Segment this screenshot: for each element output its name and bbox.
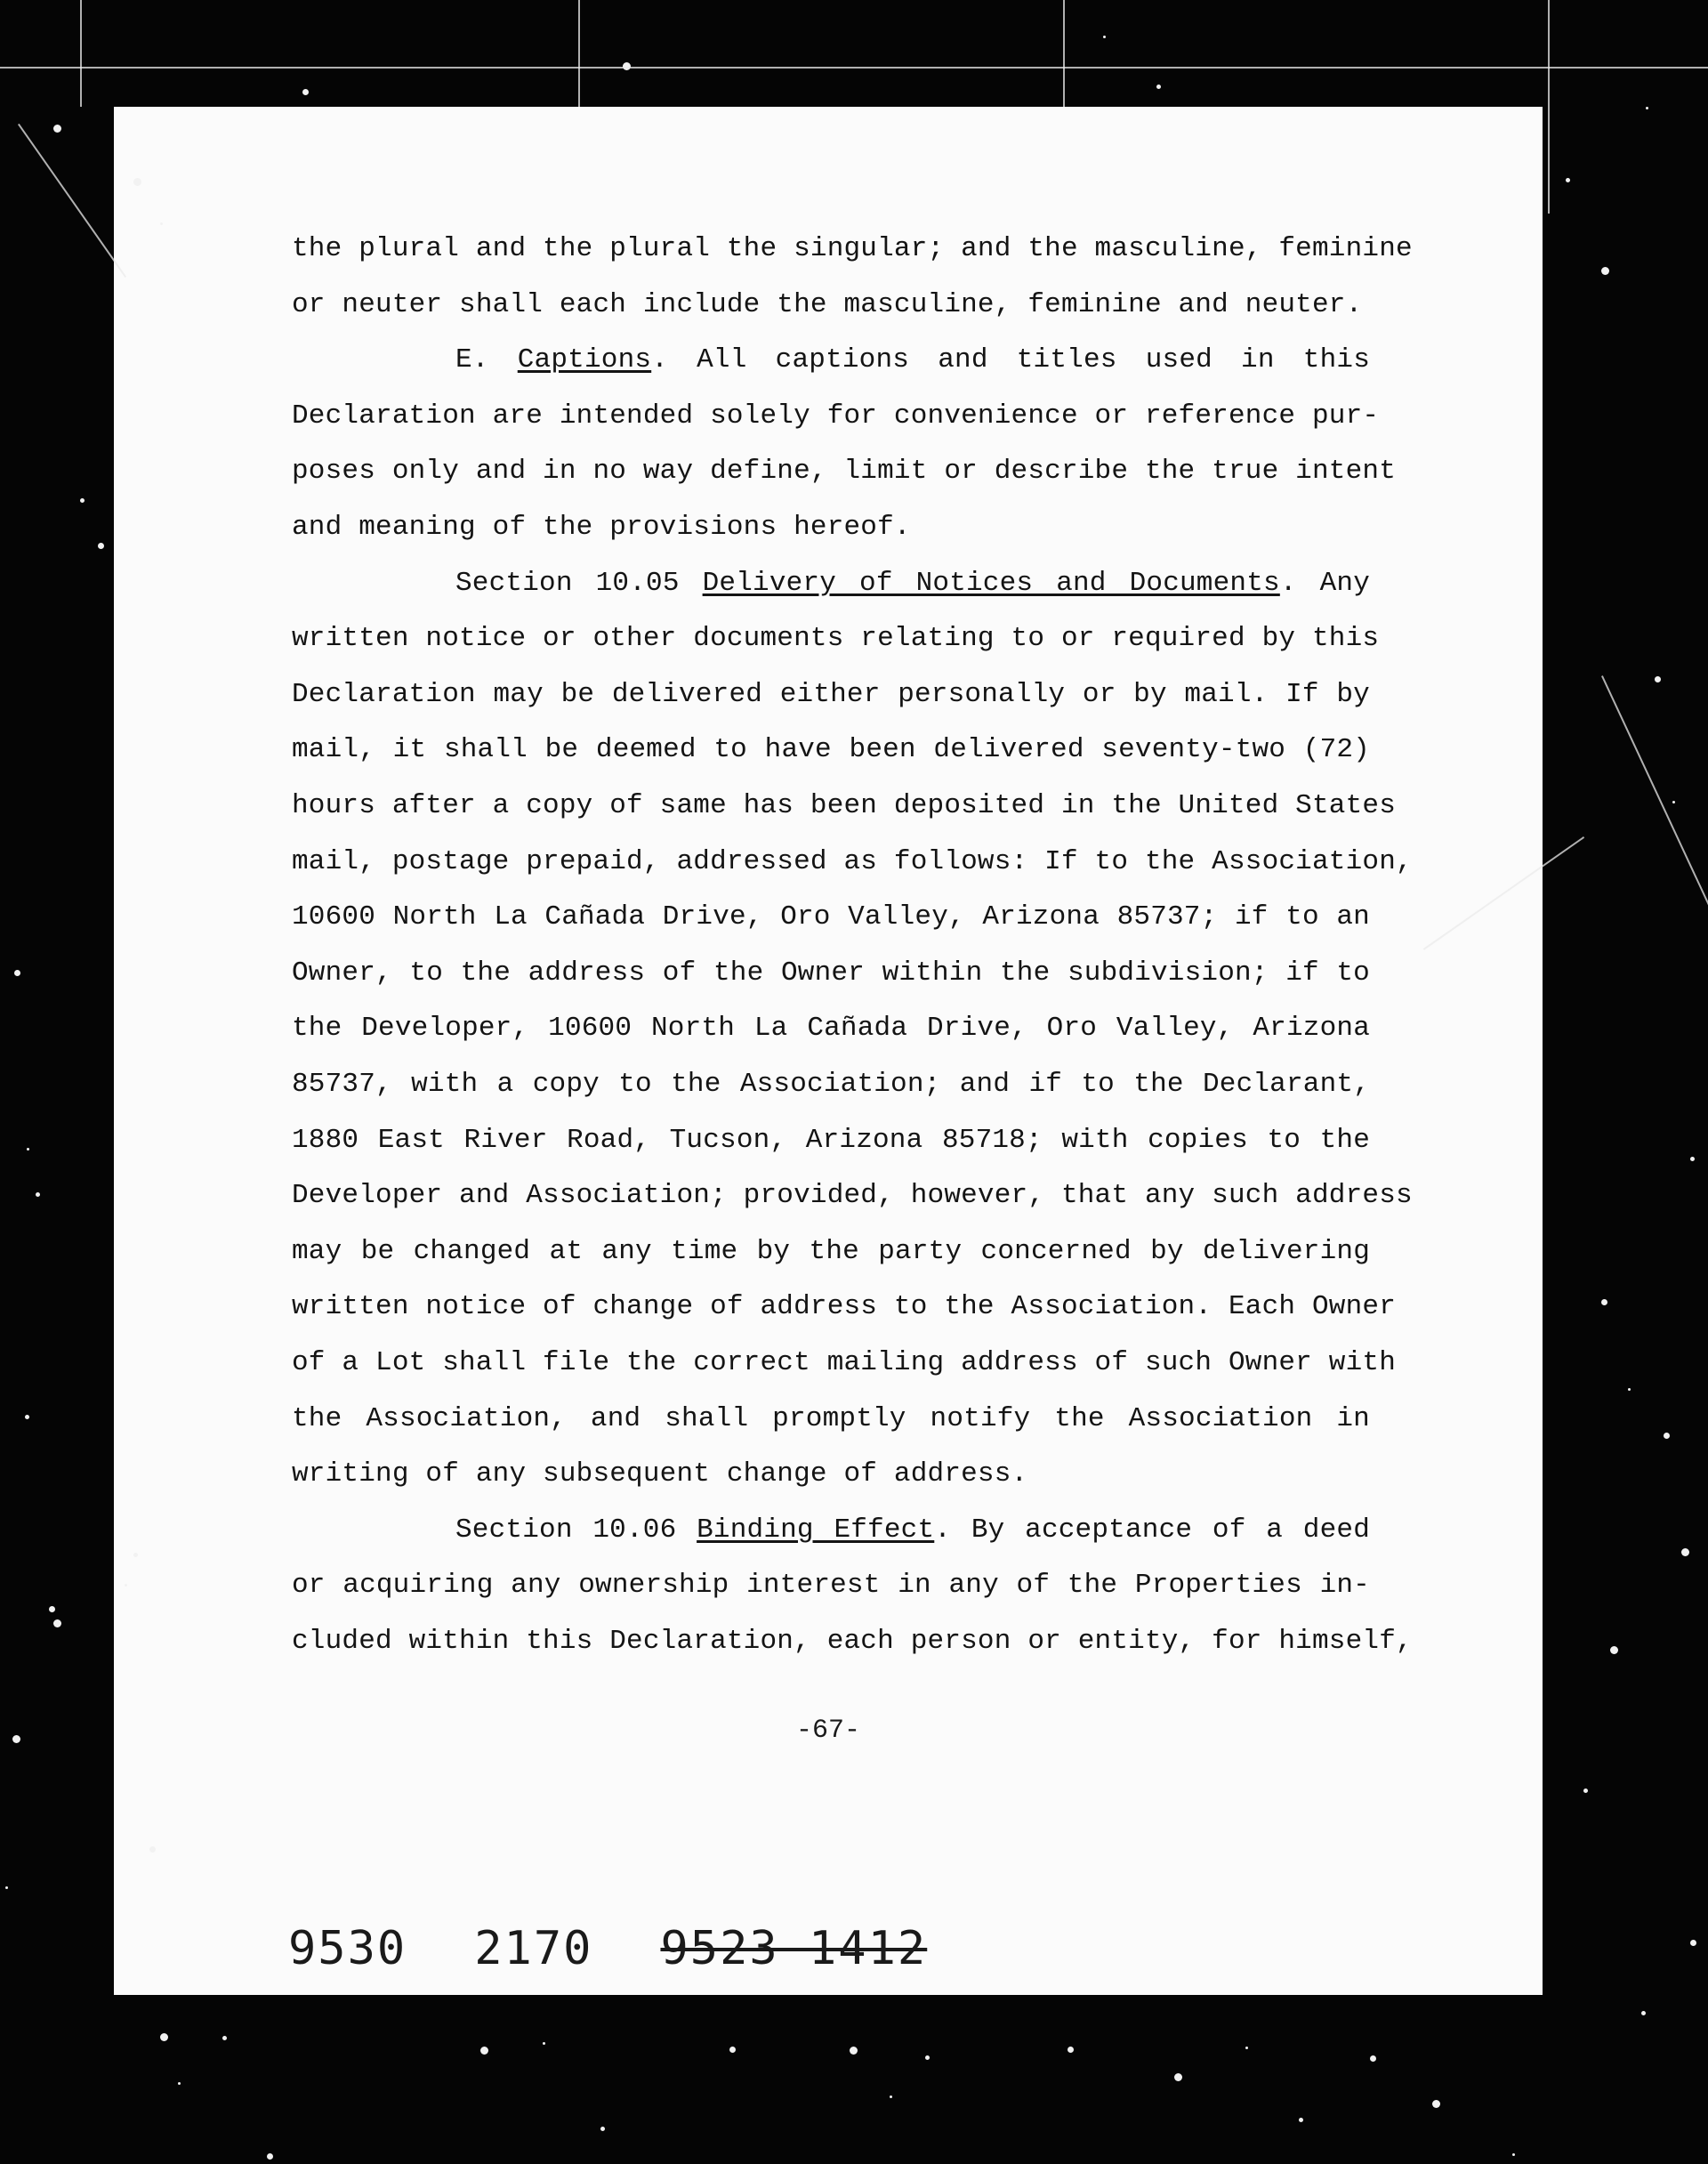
dust-speck <box>160 2033 168 2041</box>
dust-speck <box>160 222 163 225</box>
dust-speck <box>1174 2073 1182 2081</box>
dust-speck <box>1672 801 1675 803</box>
dust-speck <box>1690 1157 1695 1161</box>
dust-speck <box>1664 1433 1670 1439</box>
document-line: written notice or other documents relating to or required by this <box>292 623 1380 654</box>
document-line: writing of any subsequent change of address. <box>292 1458 1028 1490</box>
underlined-heading: Delivery of Notices and Documents <box>702 568 1280 599</box>
document-line: or acquiring any ownership interest in any of the Properties in- <box>292 1570 1370 1601</box>
dust-speck <box>1601 1299 1607 1305</box>
document-line: 1880 East River Road, Tucson, Arizona 85718; with copies to the <box>292 1125 1370 1156</box>
film-scratch <box>1063 0 1065 107</box>
dust-speck <box>1432 2100 1440 2108</box>
dust-speck <box>1655 676 1661 682</box>
dust-speck <box>1583 1789 1588 1793</box>
document-line: cluded within this Declaration, each person or entity, for himself, <box>292 1626 1413 1657</box>
dust-speck <box>125 1584 127 1587</box>
dust-speck <box>133 178 141 186</box>
dust-speck <box>178 2082 181 2085</box>
dust-speck <box>1512 2153 1515 2156</box>
document-line: poses only and in no way define, limit or describe the true intent <box>292 456 1396 487</box>
line-text: . Any <box>1279 568 1371 599</box>
dust-speck <box>1610 1646 1618 1654</box>
document-line: 10600 North La Cañada Drive, Oro Valley, Arizona 85737; if to an <box>292 901 1370 933</box>
dust-speck <box>12 1735 20 1743</box>
dust-speck <box>36 1192 40 1197</box>
dust-speck <box>98 543 104 549</box>
film-scratch <box>1548 0 1550 214</box>
document-page <box>114 107 1543 1995</box>
document-line: Owner, to the address of the Owner within the subdivision; if to <box>292 957 1370 989</box>
dust-speck <box>1156 85 1161 89</box>
dust-speck <box>25 1415 29 1419</box>
document-line: the Association, and shall promptly notify the Association in <box>292 1403 1370 1434</box>
dust-speck <box>1641 2011 1646 2015</box>
document-line: and meaning of the provisions hereof. <box>292 512 911 543</box>
dust-speck <box>133 1553 138 1557</box>
document-line <box>292 343 1370 378</box>
dust-speck <box>1370 2055 1376 2062</box>
film-scratch <box>578 0 580 107</box>
dust-speck <box>1628 1388 1631 1391</box>
dust-speck <box>600 2127 605 2131</box>
dust-speck <box>543 2042 545 2045</box>
dust-speck <box>302 89 309 95</box>
page-number: -67- <box>795 1716 860 1746</box>
film-scratch <box>80 0 82 107</box>
dust-speck <box>1566 178 1570 182</box>
document-line: of a Lot shall file the correct mailing address of such Owner with <box>292 1347 1396 1378</box>
document-line: Declaration may be delivered either personally or by mail. If by <box>292 679 1370 710</box>
dust-speck <box>1646 107 1648 109</box>
document-line <box>292 566 1370 602</box>
dust-speck <box>1103 36 1106 38</box>
dust-speck <box>149 1846 156 1853</box>
dust-speck <box>1068 2047 1074 2053</box>
document-line: Developer and Association; provided, however, that any such address <box>292 1180 1413 1211</box>
film-scratch <box>18 124 126 278</box>
document-line: or neuter shall each include the masculine, feminine and neuter. <box>292 289 1363 320</box>
dust-speck <box>890 2095 892 2098</box>
dust-speck <box>222 2036 227 2040</box>
film-scratch <box>0 67 1708 69</box>
document-line: 85737, with a copy to the Association; and if to the Declarant, <box>292 1069 1370 1100</box>
stamp-struck-number: 9523 1412 <box>660 1922 928 1975</box>
document-line: may be changed at any time by the party concerned by delivering <box>292 1236 1370 1267</box>
document-line: the plural and the plural the singular; and the masculine, feminine <box>292 233 1413 264</box>
document-line <box>292 1513 1370 1548</box>
dust-speck <box>925 2055 930 2060</box>
dust-speck <box>14 970 20 976</box>
document-line: hours after a copy of same has been deposited in the United States <box>292 790 1396 821</box>
dust-speck <box>1690 1940 1696 1946</box>
line-text: . All captions and titles used in this <box>651 344 1370 375</box>
dust-speck <box>49 1606 55 1612</box>
film-scratch <box>1601 675 1708 982</box>
document-line: Declaration are intended solely for convenience or reference pur- <box>292 400 1380 432</box>
dust-speck <box>1299 2118 1303 2122</box>
dust-speck <box>1245 2047 1248 2049</box>
dust-speck <box>1681 1548 1689 1556</box>
line-text: E. <box>455 344 518 375</box>
dust-speck <box>53 1619 61 1627</box>
dust-speck <box>5 1886 8 1889</box>
dust-speck <box>850 2047 858 2055</box>
line-text: . By acceptance of a deed <box>934 1514 1370 1546</box>
document-line: mail, postage prepaid, addressed as follows: If to the Association, <box>292 846 1413 877</box>
dust-speck <box>80 498 85 503</box>
dust-speck <box>27 1148 29 1151</box>
dust-speck <box>480 2047 488 2055</box>
underlined-heading: Binding Effect <box>697 1514 935 1546</box>
dust-speck <box>53 125 61 133</box>
document-line: written notice of change of address to the Association. Each Owner <box>292 1291 1396 1322</box>
underlined-heading: Captions <box>517 344 652 375</box>
line-text: Section 10.06 <box>455 1514 697 1546</box>
recording-stamp <box>288 1922 995 1975</box>
dust-speck <box>729 2047 736 2053</box>
stamp-docket: 9530 <box>288 1922 407 1975</box>
document-line: mail, it shall be deemed to have been delivered seventy-two (72) <box>292 734 1370 765</box>
document-line: the Developer, 10600 North La Cañada Drive, Oro Valley, Arizona <box>292 1013 1370 1044</box>
dust-speck <box>267 2153 273 2160</box>
dust-speck <box>1601 267 1609 275</box>
line-text: Section 10.05 <box>455 568 703 599</box>
stamp-page: 2170 <box>474 1922 593 1975</box>
